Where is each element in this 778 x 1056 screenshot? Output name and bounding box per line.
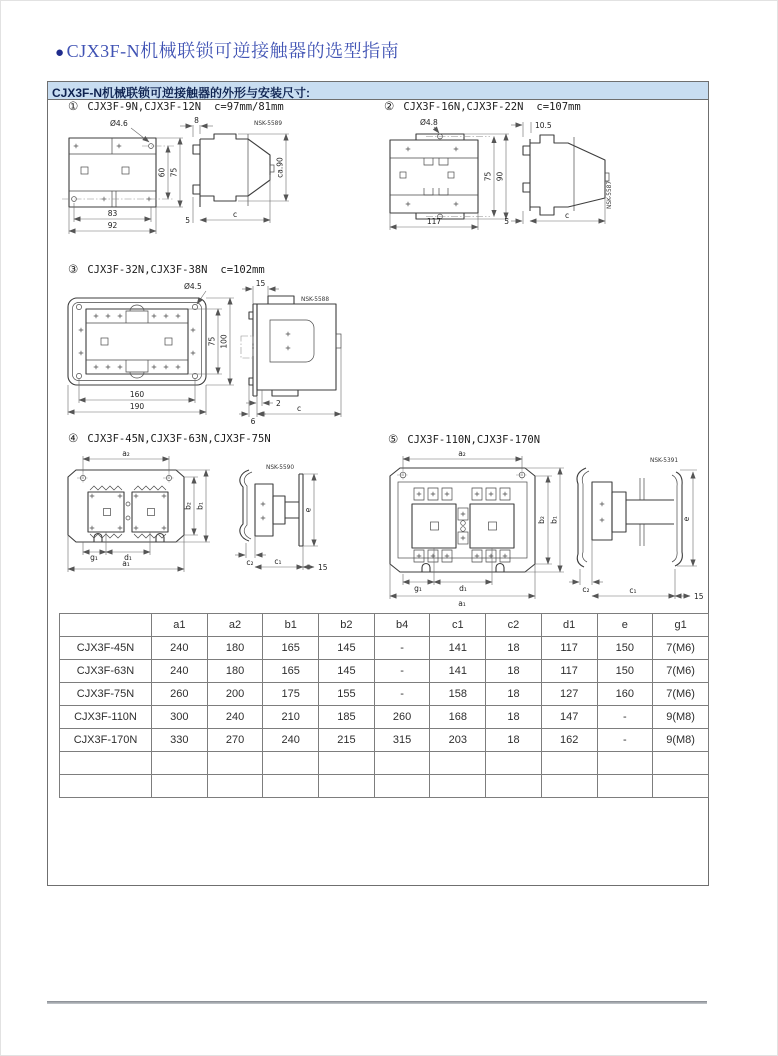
- svg-text:5: 5: [185, 216, 190, 225]
- section-3-label: [68, 262, 265, 276]
- svg-text:b₂: b₂: [537, 516, 546, 524]
- svg-text:92: 92: [107, 221, 118, 230]
- section-3-number: ③: [68, 262, 79, 276]
- table-row: [60, 706, 709, 729]
- front-dimensions: [69, 138, 183, 234]
- empty-cell: [541, 752, 597, 775]
- front-view: [390, 468, 535, 572]
- empty-cell: [263, 752, 319, 775]
- cell: 180: [207, 637, 263, 660]
- empty-cell: [319, 752, 375, 775]
- cell: 117: [541, 637, 597, 660]
- table-header-row: [60, 614, 709, 637]
- ref-code: NSK-5589: [254, 121, 283, 127]
- section-2-models: CJX3F-16N,CJX3F-22N: [403, 101, 524, 113]
- cell: 147: [541, 706, 597, 729]
- cell: -: [374, 637, 430, 660]
- empty-cell: [486, 752, 542, 775]
- svg-text:100: 100: [219, 334, 229, 349]
- cell: 165: [263, 660, 319, 683]
- section-1-note: c=97mm/81mm: [214, 101, 284, 113]
- section-2-label: [384, 99, 581, 113]
- dim-hole-label: Ø4.8: [420, 118, 438, 127]
- svg-text:160: 160: [129, 390, 145, 399]
- header-cell: c1: [430, 614, 486, 637]
- svg-text:5: 5: [504, 217, 509, 226]
- empty-cell: [541, 775, 597, 798]
- cell: -: [597, 729, 653, 752]
- svg-text:b₁: b₁: [549, 516, 559, 524]
- cell: 165: [263, 637, 319, 660]
- empty-cell: [597, 775, 653, 798]
- table-row: [60, 637, 709, 660]
- svg-text:c₂: c₂: [582, 585, 590, 594]
- svg-text:6: 6: [250, 417, 256, 426]
- cell: -: [597, 706, 653, 729]
- cell: 260: [152, 683, 208, 706]
- box-header-text: CJX3F-N机械联锁可逆接触器的外形与安装尺寸:: [52, 86, 311, 100]
- cell: CJX3F-63N: [60, 660, 152, 683]
- header-cell: b2: [319, 614, 375, 637]
- cell: 7(M6): [653, 637, 709, 660]
- drawing-45n-63n-75n: [56, 448, 376, 583]
- header-cell: a1: [152, 614, 208, 637]
- cell: CJX3F-110N: [60, 706, 152, 729]
- side-view: [569, 458, 704, 601]
- cell: 141: [430, 660, 486, 683]
- section-3-models: CJX3F-32N,CJX3F-38N: [87, 264, 208, 276]
- cell: 175: [263, 683, 319, 706]
- cell: 215: [319, 729, 375, 752]
- svg-text:75: 75: [207, 336, 217, 347]
- section-1-number: ①: [68, 99, 79, 113]
- front-view: [68, 282, 206, 385]
- dimension-table: [59, 613, 709, 798]
- cell: 162: [541, 729, 597, 752]
- svg-text:e: e: [303, 507, 313, 513]
- cell: CJX3F-45N: [60, 637, 152, 660]
- empty-cell: [486, 775, 542, 798]
- section-4-models: CJX3F-45N,CJX3F-63N,CJX3F-75N: [87, 433, 271, 445]
- svg-text:c: c: [564, 211, 570, 220]
- bottom-rule: [47, 1001, 707, 1004]
- empty-cell: [653, 775, 709, 798]
- header-cell: d1: [541, 614, 597, 637]
- section-1-models: CJX3F-9N,CJX3F-12N: [87, 101, 202, 113]
- cell: 240: [263, 729, 319, 752]
- cell: 180: [207, 660, 263, 683]
- empty-cell: [152, 752, 208, 775]
- ref-code: NSK-5590: [266, 465, 295, 471]
- svg-text:15: 15: [694, 592, 704, 601]
- cell: CJX3F-75N: [60, 683, 152, 706]
- cell: 203: [430, 729, 486, 752]
- section-4-label: [68, 431, 271, 445]
- front-dimensions: [68, 298, 234, 415]
- side-view: [180, 116, 289, 225]
- cell: 141: [430, 637, 486, 660]
- cell: 240: [152, 637, 208, 660]
- cell: 18: [486, 729, 542, 752]
- cell: -: [374, 683, 430, 706]
- svg-text:b₁: b₁: [195, 502, 205, 510]
- header-cell: c2: [486, 614, 542, 637]
- header-cell: a2: [207, 614, 263, 637]
- side-view: [504, 121, 613, 226]
- svg-text:g₁: g₁: [90, 553, 98, 562]
- ref-code: NSK-5588: [301, 297, 330, 303]
- cell: 7(M6): [653, 660, 709, 683]
- section-1-label: [68, 99, 284, 113]
- section-5-number: ⑤: [388, 432, 399, 446]
- svg-text:10.5: 10.5: [535, 121, 552, 130]
- cell: 18: [486, 706, 542, 729]
- svg-text:c₂: c₂: [246, 558, 254, 567]
- empty-cell: [374, 775, 430, 798]
- page-title-text: CJX3F-N机械联锁可逆接触器的选型指南: [66, 41, 400, 61]
- cell: 270: [207, 729, 263, 752]
- svg-text:a₂: a₂: [122, 449, 130, 458]
- front-view: [62, 119, 174, 207]
- cell: 155: [319, 683, 375, 706]
- cell: 9(M8): [653, 706, 709, 729]
- ref-code: NSK-5391: [650, 458, 679, 464]
- empty-cell: [319, 775, 375, 798]
- front-dimensions: [390, 449, 564, 608]
- table-row: [60, 660, 709, 683]
- cell: 240: [207, 706, 263, 729]
- svg-text:d₁: d₁: [124, 553, 132, 562]
- svg-text:8: 8: [194, 116, 199, 125]
- section-3-note: c=102mm: [220, 264, 265, 276]
- ref-code: NSK-5587: [607, 180, 613, 209]
- page-title: [55, 37, 399, 63]
- empty-cell: [430, 775, 486, 798]
- drawing-32n-38n: [56, 278, 421, 433]
- cell: 330: [152, 729, 208, 752]
- empty-cell: [653, 752, 709, 775]
- cell: 18: [486, 637, 542, 660]
- drawing-110n-170n: [378, 448, 713, 610]
- table-row: [60, 683, 709, 706]
- empty-cell: [60, 775, 152, 798]
- side-view: [239, 279, 341, 426]
- svg-text:15: 15: [255, 279, 266, 288]
- svg-text:c: c: [232, 210, 238, 219]
- section-5-models: CJX3F-110N,CJX3F-170N: [407, 434, 541, 446]
- svg-text:e: e: [682, 516, 691, 522]
- empty-cell: [60, 752, 152, 775]
- header-cell: [60, 614, 152, 637]
- svg-text:b₂: b₂: [183, 502, 193, 510]
- cell: 18: [486, 660, 542, 683]
- svg-text:d₁: d₁: [459, 584, 467, 593]
- cell: 150: [597, 660, 653, 683]
- svg-text:c₁: c₁: [274, 557, 282, 566]
- box-header: [48, 82, 708, 100]
- dim-hole-label: Ø4.6: [110, 119, 128, 128]
- svg-text:60: 60: [157, 167, 167, 178]
- cell: 160: [597, 683, 653, 706]
- cell: 145: [319, 637, 375, 660]
- empty-cell: [207, 775, 263, 798]
- cell: 127: [541, 683, 597, 706]
- cell: 185: [319, 706, 375, 729]
- section-2-note: c=107mm: [536, 101, 581, 113]
- section-4-number: ④: [68, 431, 79, 445]
- cell: 18: [486, 683, 542, 706]
- svg-text:a₁: a₁: [458, 599, 466, 608]
- cell: 145: [319, 660, 375, 683]
- header-cell: e: [597, 614, 653, 637]
- front-view: [68, 470, 184, 542]
- empty-cell: [374, 752, 430, 775]
- cell: 200: [207, 683, 263, 706]
- svg-text:75: 75: [483, 171, 493, 182]
- empty-cell: [152, 775, 208, 798]
- empty-cell: [597, 752, 653, 775]
- svg-text:90: 90: [495, 171, 505, 182]
- cell: CJX3F-170N: [60, 729, 152, 752]
- cell: 315: [374, 729, 430, 752]
- cell: 168: [430, 706, 486, 729]
- cell: 260: [374, 706, 430, 729]
- svg-text:75: 75: [169, 167, 179, 178]
- section-5-label: [388, 432, 540, 446]
- svg-text:83: 83: [107, 209, 118, 218]
- svg-text:c₁: c₁: [629, 586, 637, 595]
- cell: 117: [541, 660, 597, 683]
- side-view: [235, 465, 328, 572]
- dim-hole-label: Ø4.5: [184, 282, 202, 291]
- svg-text:c: c: [296, 404, 302, 413]
- cell: 300: [152, 706, 208, 729]
- cell: 158: [430, 683, 486, 706]
- drawing-16n-22n: [378, 115, 713, 240]
- title-bullet-icon: ●: [55, 45, 65, 61]
- svg-text:g₁: g₁: [414, 584, 422, 593]
- header-cell: g1: [653, 614, 709, 637]
- cell: 150: [597, 637, 653, 660]
- cell: -: [374, 660, 430, 683]
- header-cell: b1: [263, 614, 319, 637]
- table-row: [60, 729, 709, 752]
- drawing-9n-12n: [56, 115, 376, 240]
- table-empty-row: [60, 752, 709, 775]
- front-view: [390, 118, 490, 219]
- empty-cell: [430, 752, 486, 775]
- svg-text:15: 15: [318, 563, 328, 572]
- section-2-number: ②: [384, 99, 395, 113]
- svg-text:a₁: a₁: [122, 559, 130, 568]
- empty-cell: [207, 752, 263, 775]
- empty-cell: [263, 775, 319, 798]
- front-dimensions: [68, 449, 210, 572]
- cell: 7(M6): [653, 683, 709, 706]
- table-empty-row: [60, 775, 709, 798]
- svg-text:117: 117: [426, 217, 442, 226]
- svg-text:190: 190: [129, 402, 145, 411]
- svg-text:a₂: a₂: [458, 449, 466, 458]
- cell: 240: [152, 660, 208, 683]
- cell: 210: [263, 706, 319, 729]
- svg-text:2: 2: [276, 399, 281, 408]
- cell: 9(M8): [653, 729, 709, 752]
- svg-text:ca.90: ca.90: [275, 157, 285, 178]
- header-cell: b4: [374, 614, 430, 637]
- content-box: [47, 81, 709, 886]
